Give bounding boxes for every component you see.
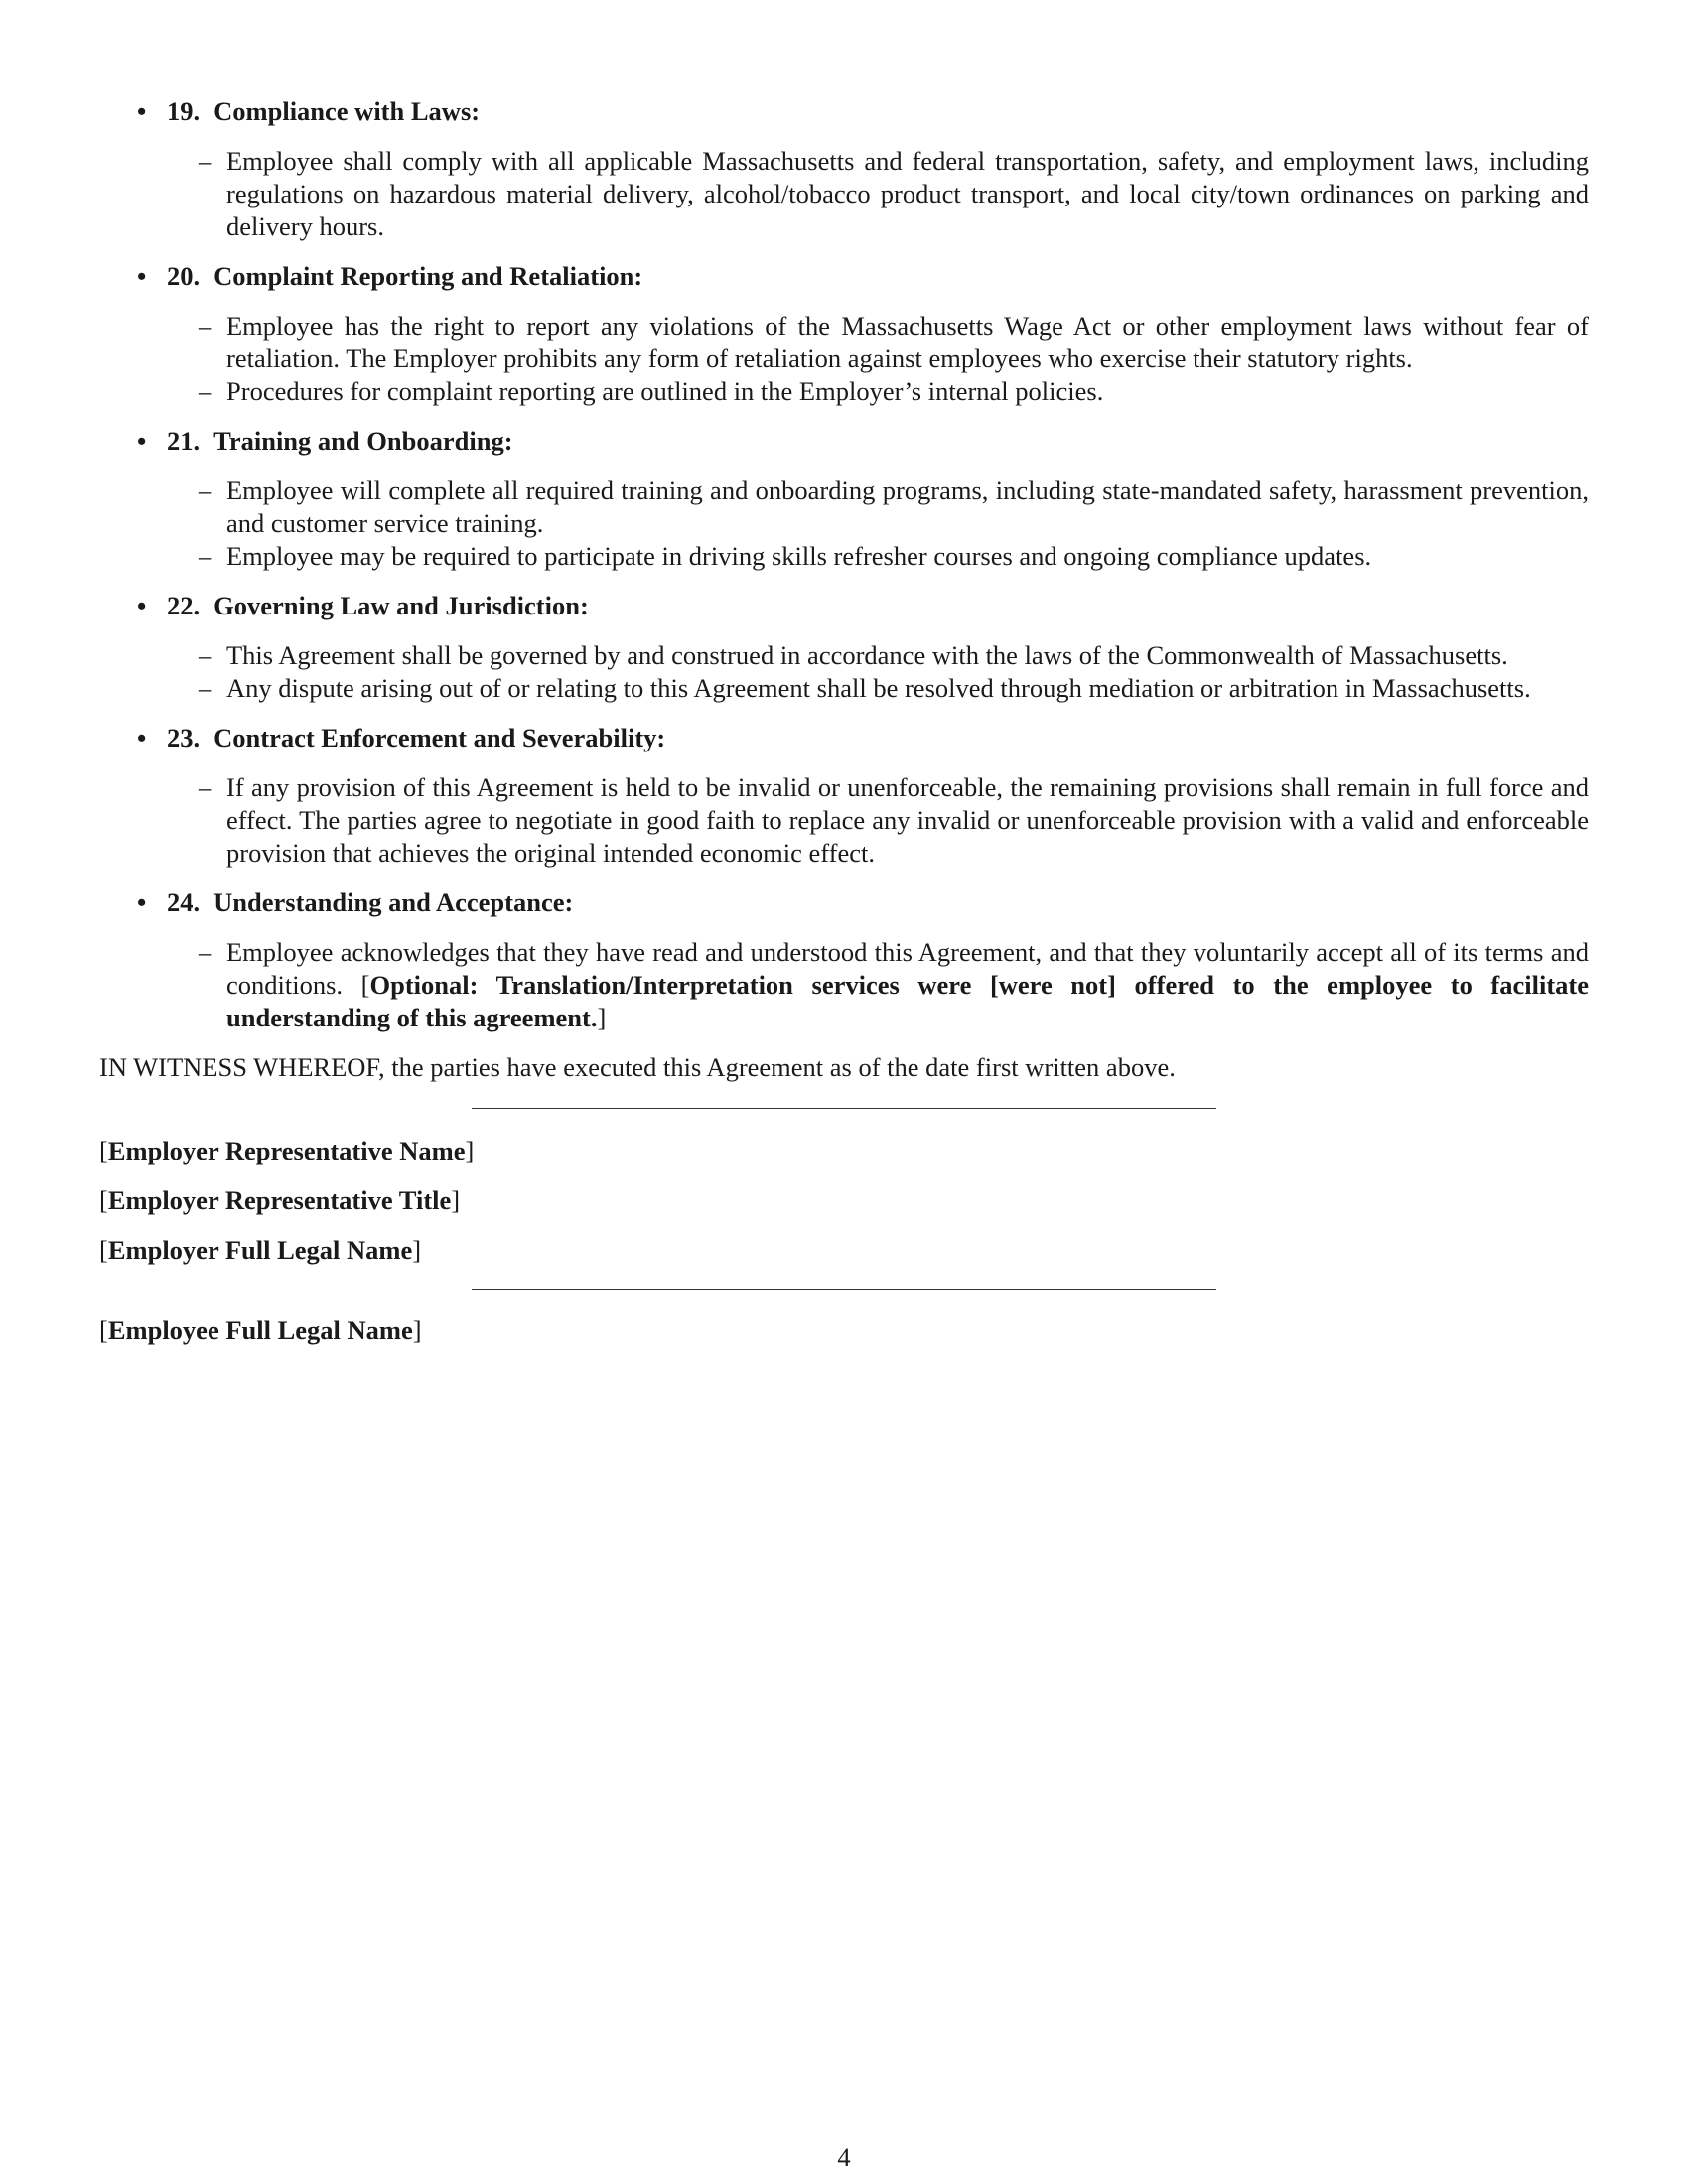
section-number: 19. bbox=[167, 96, 201, 126]
dash-icon: – bbox=[199, 541, 212, 571]
section-items bbox=[99, 639, 1589, 705]
list-item bbox=[99, 639, 1589, 672]
bullet-icon: • bbox=[137, 426, 147, 456]
item-text: Employee has the right to report any violations of the Massachusetts Wage Act or other employment laws without fear of retaliation. The Employer prohibits any form of retaliation against employees who exercise their statutory rights. bbox=[226, 311, 1589, 373]
section-items bbox=[99, 936, 1589, 1034]
section-items bbox=[99, 310, 1589, 408]
section-heading bbox=[99, 260, 1589, 293]
dash-icon: – bbox=[199, 376, 212, 406]
section-title: Governing Law and Jurisdiction: bbox=[213, 591, 589, 620]
item-text: This Agreement shall be governed by and construed in accordance with the laws of the Commonwealth of Massachusetts. bbox=[226, 640, 1508, 670]
list-item bbox=[99, 145, 1589, 243]
section-21 bbox=[99, 425, 1589, 573]
section-title: Contract Enforcement and Severability: bbox=[213, 723, 666, 752]
section-19 bbox=[99, 95, 1589, 243]
witness-statement: IN WITNESS WHEREOF, the parties have executed this Agreement as of the date first written above. bbox=[99, 1052, 1176, 1082]
bullet-icon: • bbox=[137, 723, 147, 752]
dash-icon: – bbox=[199, 772, 212, 802]
dash-icon: – bbox=[199, 311, 212, 341]
section-title: Understanding and Acceptance: bbox=[213, 887, 574, 917]
section-heading bbox=[99, 95, 1589, 128]
document-page bbox=[99, 95, 1589, 1347]
dash-icon: – bbox=[199, 640, 212, 670]
item-text: Any dispute arising out of or relating to this Agreement shall be resolved through mediation or arbitration in Massachusetts. bbox=[226, 673, 1531, 703]
section-title: Compliance with Laws: bbox=[213, 96, 481, 126]
section-24 bbox=[99, 887, 1589, 1034]
dash-icon: – bbox=[199, 673, 212, 703]
bullet-icon: • bbox=[137, 591, 147, 620]
employer-rep-name: [Employer Representative Name] bbox=[99, 1136, 475, 1165]
section-title: Complaint Reporting and Retaliation: bbox=[213, 261, 643, 291]
bullet-icon: • bbox=[137, 96, 147, 126]
list-item bbox=[99, 475, 1589, 540]
optional-note-close-bracket: ] bbox=[597, 1003, 607, 1032]
dash-icon: – bbox=[199, 146, 212, 176]
section-heading bbox=[99, 722, 1589, 754]
employee-signature-line bbox=[472, 1289, 1216, 1290]
section-23 bbox=[99, 722, 1589, 870]
section-title: Training and Onboarding: bbox=[213, 426, 513, 456]
item-text: Employee may be required to participate in driving skills refresher courses and ongoing compliance updates. bbox=[226, 541, 1372, 571]
section-number: 24. bbox=[167, 887, 201, 917]
list-item bbox=[99, 540, 1589, 573]
section-number: 20. bbox=[167, 261, 201, 291]
employee-legal-name: [Employee Full Legal Name] bbox=[99, 1315, 422, 1345]
dash-icon: – bbox=[199, 476, 212, 505]
list-item bbox=[99, 672, 1589, 705]
bullet-icon: • bbox=[137, 887, 147, 917]
list-item bbox=[99, 936, 1589, 1034]
item-text: Procedures for complaint reporting are outlined in the Employer’s internal policies. bbox=[226, 376, 1104, 406]
section-20 bbox=[99, 260, 1589, 408]
section-items bbox=[99, 771, 1589, 870]
section-number: 21. bbox=[167, 426, 201, 456]
employer-signature-line bbox=[472, 1108, 1216, 1109]
list-item bbox=[99, 310, 1589, 375]
section-22 bbox=[99, 590, 1589, 705]
item-text: Employee will complete all required training and onboarding programs, including state-mandated safety, harassment prevention, and customer service training. bbox=[226, 476, 1589, 538]
section-items bbox=[99, 475, 1589, 573]
list-item bbox=[99, 771, 1589, 870]
list-item bbox=[99, 375, 1589, 408]
item-text: Employee shall comply with all applicable Massachusetts and federal transportation, safety, and employment laws, including regulations on hazardous material delivery, alcohol/tobacco product transport, and local city/town ordinances on parking and delivery hours. bbox=[226, 146, 1589, 241]
page-number: 4 bbox=[837, 2142, 851, 2172]
optional-note-open-bracket: [ bbox=[360, 970, 370, 1000]
item-text: If any provision of this Agreement is held to be invalid or unenforceable, the remaining provisions shall remain in full force and effect. The parties agree to negotiate in good faith to replace any invalid or unenforceable provision with a valid and enforceable provision that achieves the original intended economic effect. bbox=[226, 772, 1589, 868]
optional-translation-note: Optional: Translation/Interpretation services were [were not] offered to the employee to facilitate understanding of this agreement. bbox=[226, 970, 1589, 1032]
employer-legal-name: [Employer Full Legal Name] bbox=[99, 1235, 422, 1265]
item-text: Employee acknowledges that they have read and understood this Agreement, and that they voluntarily accept all of its terms and conditions. bbox=[226, 937, 1589, 1000]
section-heading bbox=[99, 590, 1589, 622]
section-number: 23. bbox=[167, 723, 201, 752]
section-number: 22. bbox=[167, 591, 201, 620]
section-heading bbox=[99, 887, 1589, 919]
bullet-icon: • bbox=[137, 261, 147, 291]
dash-icon: – bbox=[199, 937, 212, 967]
section-heading bbox=[99, 425, 1589, 458]
employer-rep-title: [Employer Representative Title] bbox=[99, 1185, 461, 1215]
section-items bbox=[99, 145, 1589, 243]
